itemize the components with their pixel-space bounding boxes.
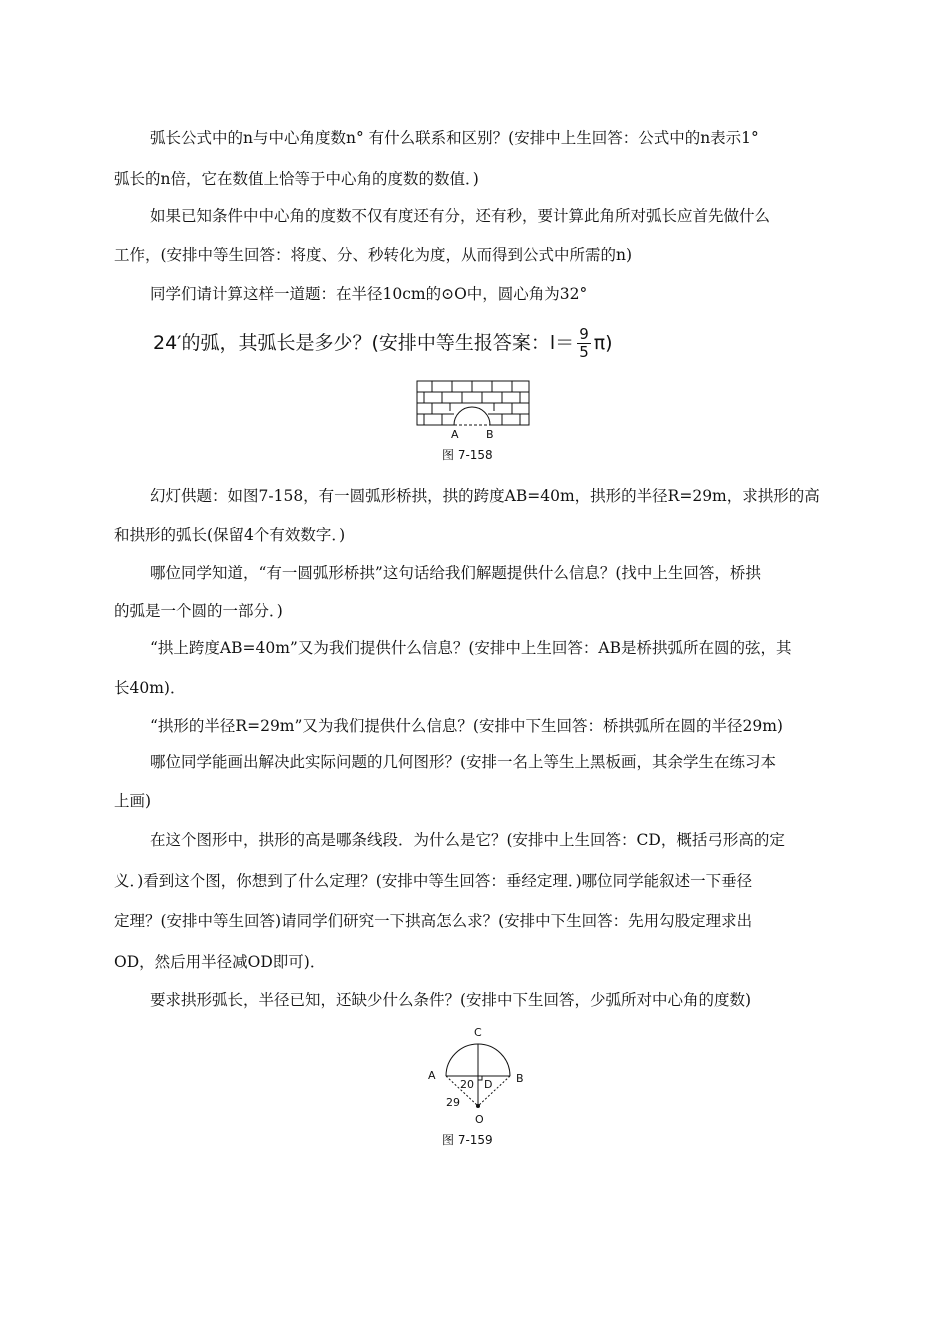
paragraph-line: 幻灯供题：如图7-158，有一圆弧形桥拱，拱的跨度AB=40m，拱形的半径R=29m，求拱形的高 <box>150 487 820 505</box>
paragraph-line: 在这个图形中，拱形的高是哪条线段．为什么是它？(安排中上生回答：CD，概括弓形高的定 <box>150 831 785 849</box>
arch-curve <box>454 407 490 425</box>
label-20: 20 <box>460 1078 474 1091</box>
bridge-figure <box>414 378 534 440</box>
paragraph-line: 哪位同学知道，“有一圆弧形桥拱”这句话给我们解题提供什么信息？(找中上生回答，桥拱 <box>150 564 761 582</box>
paragraph-line: 要求拱形弧长，半径已知，还缺少什么条件？(安排中下生回答，少弧所对中心角的度数) <box>150 991 752 1009</box>
paragraph-line: 工作，(安排中等生回答：将度、分、秒转化为度，从而得到公式中所需的n) <box>114 246 633 264</box>
paragraph-line: 如果已知条件中中心角的度数不仅有度还有分，还有秒，要计算此角所对弧长应首先做什么 <box>150 207 771 225</box>
label-b: B <box>486 428 494 440</box>
figure-caption: 图 7-159 <box>442 1133 493 1147</box>
label-a: A <box>451 428 459 440</box>
formula-line <box>153 326 613 361</box>
label-b: B <box>516 1072 524 1085</box>
circle-figure <box>420 1022 530 1134</box>
paragraph-line: 哪位同学能画出解决此实际问题的几何图形？(安排一名上等生上黑板画，其余学生在练习本 <box>150 753 777 771</box>
paragraph-line: 弧长公式中的n与中心角度数n° 有什么联系和区别？(安排中上生回答：公式中的n表示1° <box>150 129 759 147</box>
paragraph-line: 和拱形的弧长(保留4个有效数字．) <box>114 526 346 544</box>
paragraph-line: 的弧是一个圆的一部分．) <box>114 602 283 620</box>
formula-suffix: π) <box>593 332 613 354</box>
label-29: 29 <box>446 1096 460 1109</box>
paragraph-line: OD，然后用半径减OD即可)． <box>114 953 326 971</box>
right-angle-mark <box>478 1076 482 1080</box>
figure-caption: 图 7-158 <box>442 448 493 462</box>
paragraph-line: “拱形的半径R=29m”又为我们提供什么信息？(安排中下生回答：桥拱弧所在圆的半径29m) <box>150 717 783 735</box>
label-a: A <box>428 1069 436 1082</box>
label-d: D <box>484 1078 493 1091</box>
fraction <box>577 326 591 361</box>
label-c: C <box>474 1026 482 1039</box>
paragraph-line: 长40m)． <box>114 679 186 697</box>
paragraph-line: 定理？(安排中等生回答)请同学们研究一下拱高怎么求？(安排中下生回答：先用勾股定理求出 <box>114 912 753 930</box>
paragraph-line: 义．)看到这个图，你想到了什么定理？(安排中等生回答：垂经定理．)哪位同学能叙述一下垂径 <box>114 872 753 890</box>
fraction-denominator: 5 <box>579 343 589 361</box>
paragraph-line: 弧长的n倍，它在数值上恰等于中心角的度数的数值．) <box>114 170 479 188</box>
center-point-o <box>476 1104 480 1108</box>
fraction-numerator: 9 <box>579 325 589 343</box>
paragraph-line: 同学们请计算这样一道题：在半径10cm的⊙O中，圆心角为32° <box>150 285 588 303</box>
label-o: O <box>475 1113 484 1126</box>
paragraph-line: 上画) <box>114 792 152 810</box>
radius-ob <box>478 1076 510 1106</box>
paragraph-line: “拱上跨度AB=40m”又为我们提供什么信息？(安排中上生回答：AB是桥拱弧所在圆的弦，其 <box>150 639 792 657</box>
formula-prefix: 24′的弧，其弧长是多少？(安排中等生报答案：l＝ <box>153 332 575 354</box>
